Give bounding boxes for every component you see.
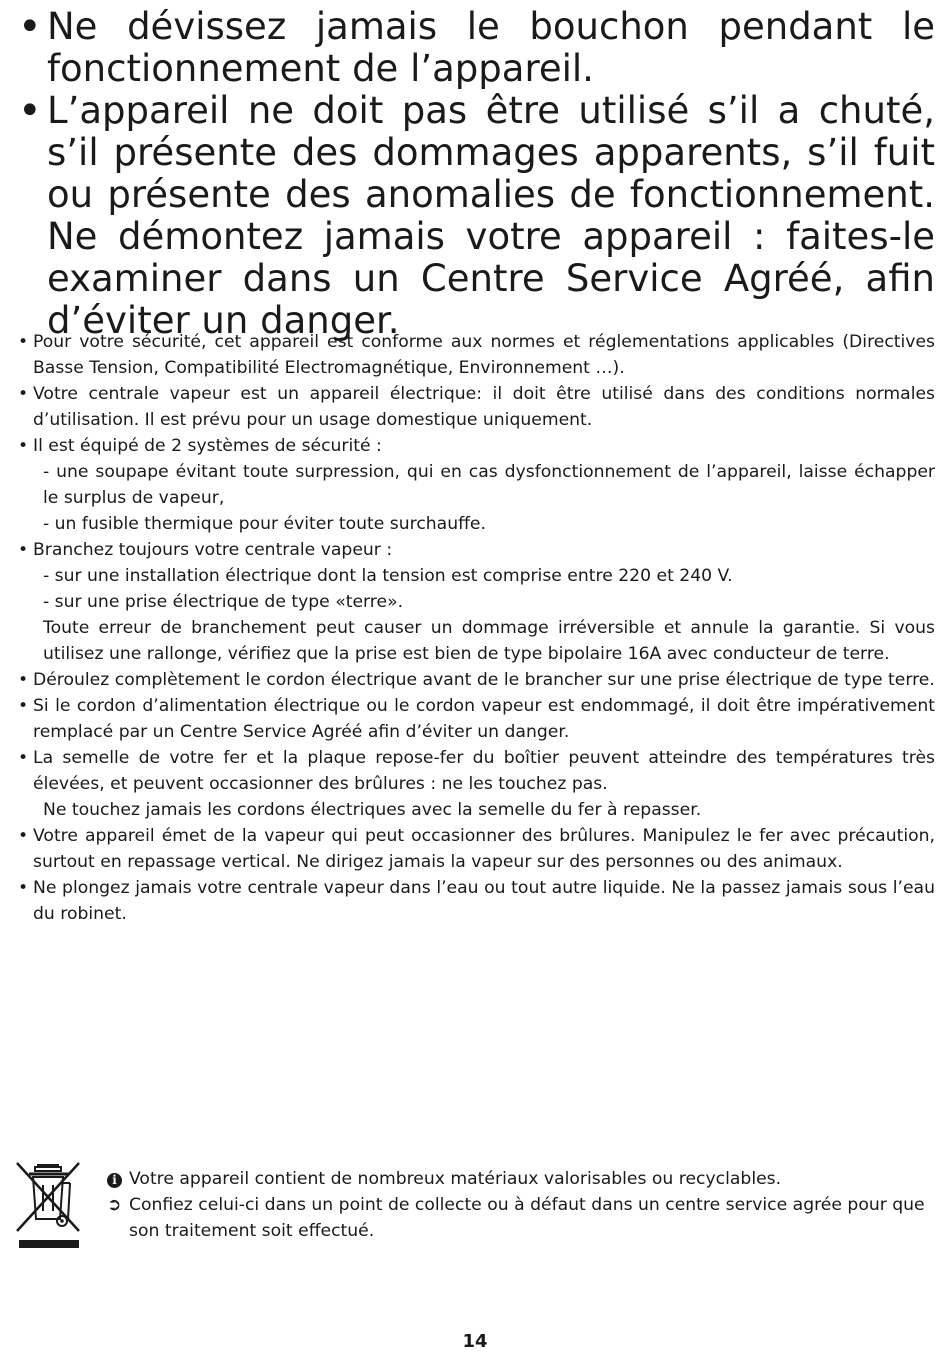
crossed-out-wheelie-bin-icon	[15, 1161, 81, 1249]
safety-item	[18, 667, 935, 693]
safety-item	[18, 745, 935, 823]
large-warning-item: • L’appareil ne doit pas être utilisé s’il a chuté, s’il présente des dommages apparents, s’il fuit ou présente des anomalies de fonctionnement. Ne démontez jamais votre appareil : faites-le examiner dans un Centre Service Agréé, afin d’éviter un danger.	[18, 90, 935, 342]
environment-notes	[107, 1166, 935, 1244]
safety-item	[18, 875, 935, 927]
safety-item	[18, 537, 935, 667]
safety-subitem: Ne touchez jamais les cordons électriques avec la semelle du fer à repasser.	[43, 800, 702, 820]
safety-subitem: - sur une prise électrique de type «terre».	[43, 592, 404, 612]
large-warnings-list	[18, 6, 935, 342]
safety-text: • Votre centrale vapeur est un appareil électrique: il doit être utilisé dans des conditions normales d’utilisation. Il est prévu pour un usage domestique uniquement.	[33, 384, 935, 430]
safety-item	[18, 329, 935, 381]
safety-item	[18, 693, 935, 745]
safety-text: • Si le cordon d’alimentation électrique ou le cordon vapeur est endommagé, il doit être impérativement remplacé par un Centre Service Agréé afin d’éviter un danger.	[33, 696, 935, 742]
safety-instructions-list	[18, 329, 935, 927]
recycling-instruction-text: Confiez celui-ci dans un point de collecte ou à défaut dans un centre service agrée pour que son traitement soit effectué.	[129, 1195, 925, 1241]
safety-text: • Pour votre sécurité, cet appareil est conforme aux normes et réglementations applicables (Directives Basse Tension, Compatibilité Electromagnétique, Environnement …).	[33, 332, 935, 378]
safety-item	[18, 381, 935, 433]
safety-text: • Déroulez complètement le cordon électrique avant de le brancher sur une prise électrique de type terre.	[33, 670, 935, 690]
safety-text: • Branchez toujours votre centrale vapeur :	[33, 540, 393, 560]
safety-item	[18, 433, 935, 537]
safety-subitem: - sur une installation électrique dont la tension est comprise entre 220 et 240 V.	[43, 566, 733, 586]
recycling-info-text: Votre appareil contient de nombreux matériaux valorisables ou recyclables.	[129, 1169, 782, 1189]
safety-text: • Ne plongez jamais votre centrale vapeur dans l’eau ou tout autre liquide. Ne la passez jamais sous l’eau du robinet.	[33, 878, 935, 924]
safety-subitem: - un fusible thermique pour éviter toute surchauffe.	[43, 514, 486, 534]
safety-text: • La semelle de votre fer et la plaque repose-fer du boîtier peuvent atteindre des températures très élevées, et peuvent occasionner des brûlures : ne les touchez pas.	[33, 748, 935, 794]
arrow-icon: ➲	[107, 1195, 122, 1215]
info-icon: i	[107, 1166, 127, 1192]
safety-item	[18, 823, 935, 875]
safety-text: • Il est équipé de 2 systèmes de sécurité :	[33, 436, 382, 456]
page-number: 14	[462, 1331, 488, 1352]
large-warning-item: • Ne dévissez jamais le bouchon pendant le fonctionnement de l’appareil.	[18, 6, 935, 90]
recycling-info	[107, 1166, 935, 1192]
recycling-instruction	[107, 1192, 935, 1244]
safety-subitem: - une soupape évitant toute surpression, qui en cas dysfonctionnement de l’appareil, laisse échapper le surplus de vapeur,	[43, 462, 935, 508]
safety-text: • Votre appareil émet de la vapeur qui peut occasionner des brûlures. Manipulez le fer avec précaution, surtout en repassage vertical. Ne dirigez jamais la vapeur sur des personnes ou des animaux.	[33, 826, 935, 872]
safety-subitem: Toute erreur de branchement peut causer un dommage irréversible et annule la garantie. Si vous utilisez une rallonge, vérifiez que la prise est bien de type bipolaire 16A avec conducteur de terre.	[43, 618, 935, 664]
